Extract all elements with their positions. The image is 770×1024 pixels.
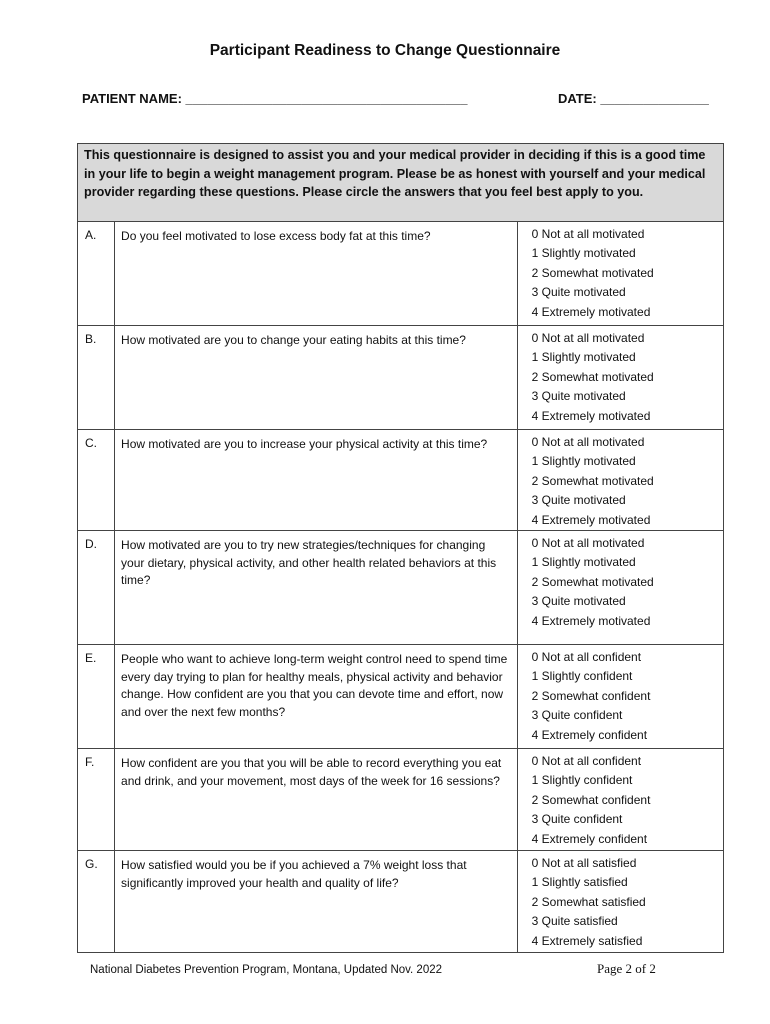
answer-option-1[interactable]: 1 Slightly motivated bbox=[531, 454, 636, 469]
answer-option-2[interactable]: 2 Somewhat confident bbox=[531, 688, 651, 703]
answer-option-4[interactable]: 4 Extremely motivated bbox=[531, 613, 651, 628]
question-text: How motivated are you to increase your physical activity at this time? bbox=[115, 430, 518, 531]
answer-option-4[interactable]: 4 Extremely confident bbox=[531, 831, 648, 846]
question-letter: E. bbox=[78, 645, 115, 749]
answer-option-2[interactable]: 2 Somewhat satisfied bbox=[531, 894, 646, 909]
patient-info-row bbox=[82, 91, 722, 106]
answer-option-2[interactable]: 2 Somewhat motivated bbox=[531, 369, 654, 384]
question-letter: D. bbox=[78, 531, 115, 645]
question-row-g bbox=[78, 851, 724, 953]
questionnaire-table bbox=[77, 143, 724, 953]
question-text: People who want to achieve long-term weight control need to spend time every day trying to plan for healthy meals, physical activity and behavior change. How confident are you that you can devote time and effort, now and over the next few months? bbox=[115, 645, 518, 749]
question-text: How confident are you that you will be able to record everything you eat and drink, and your movement, most days of the week for 16 sessions? bbox=[115, 749, 518, 851]
answer-options bbox=[517, 645, 723, 749]
question-letter: A. bbox=[78, 222, 115, 326]
answer-options bbox=[517, 531, 723, 645]
question-row-e bbox=[78, 645, 724, 749]
intro-row bbox=[78, 144, 724, 222]
answer-options bbox=[517, 222, 723, 326]
question-text: How motivated are you to change your eating habits at this time? bbox=[115, 326, 518, 430]
answer-option-0[interactable]: 0 Not at all motivated bbox=[531, 331, 645, 345]
answer-options bbox=[517, 851, 723, 953]
question-row-d bbox=[78, 531, 724, 645]
answer-option-4[interactable]: 4 Extremely satisfied bbox=[531, 933, 643, 948]
answer-option-0[interactable]: 0 Not at all confident bbox=[531, 754, 642, 769]
answer-option-3[interactable]: 3 Quite confident bbox=[531, 812, 623, 827]
answer-option-2[interactable]: 2 Somewhat confident bbox=[531, 792, 651, 807]
answer-option-4[interactable]: 4 Extremely motivated bbox=[531, 408, 651, 423]
answer-option-4[interactable]: 4 Extremely motivated bbox=[531, 304, 651, 319]
question-row-a bbox=[78, 222, 724, 326]
question-text: How satisfied would you be if you achieved a 7% weight loss that significantly improved your health and quality of life? bbox=[115, 851, 518, 953]
question-row-f bbox=[78, 749, 724, 851]
page-number: Page 2 of 2 bbox=[597, 961, 656, 976]
question-letter: C. bbox=[78, 430, 115, 531]
answer-options bbox=[517, 326, 723, 430]
answer-option-3[interactable]: 3 Quite motivated bbox=[531, 389, 626, 404]
answer-option-3[interactable]: 3 Quite confident bbox=[531, 708, 623, 723]
answer-option-4[interactable]: 4 Extremely motivated bbox=[531, 512, 651, 527]
answer-option-0[interactable]: 0 Not at all motivated bbox=[531, 227, 645, 241]
date-field[interactable]: DATE: _______________ bbox=[558, 91, 709, 106]
intro-text: This questionnaire is designed to assist you and your medical provider in deciding if this is a good time in your life to begin a weight management program. Please be as honest with yourself and your medical provider regarding these questions. Please circle the answers that you feel best apply to you. bbox=[78, 144, 724, 222]
answer-option-2[interactable]: 2 Somewhat motivated bbox=[531, 265, 654, 280]
question-text: Do you feel motivated to lose excess body fat at this time? bbox=[115, 222, 518, 326]
answer-option-2[interactable]: 2 Somewhat motivated bbox=[531, 574, 654, 589]
answer-option-1[interactable]: 1 Slightly motivated bbox=[531, 246, 636, 261]
answer-options bbox=[517, 749, 723, 851]
answer-option-1[interactable]: 1 Slightly motivated bbox=[531, 350, 636, 365]
answer-option-0[interactable]: 0 Not at all motivated bbox=[531, 536, 645, 551]
answer-options bbox=[517, 430, 723, 531]
question-row-c bbox=[78, 430, 724, 531]
question-letter: G. bbox=[78, 851, 115, 953]
footer-program-note: National Diabetes Prevention Program, Montana, Updated Nov. 2022 bbox=[90, 964, 443, 976]
patient-name-field[interactable]: PATIENT NAME: _______________________________________ bbox=[82, 91, 468, 106]
answer-option-1[interactable]: 1 Slightly confident bbox=[531, 773, 633, 788]
page-title: Participant Readiness to Change Questionnaire bbox=[209, 42, 561, 59]
answer-option-0[interactable]: 0 Not at all motivated bbox=[531, 435, 645, 449]
answer-option-0[interactable]: 0 Not at all satisfied bbox=[531, 856, 637, 871]
answer-option-3[interactable]: 3 Quite satisfied bbox=[531, 914, 618, 929]
answer-option-1[interactable]: 1 Slightly satisfied bbox=[531, 875, 628, 890]
answer-option-3[interactable]: 3 Quite motivated bbox=[531, 594, 626, 609]
answer-option-2[interactable]: 2 Somewhat motivated bbox=[531, 473, 654, 488]
question-letter: B. bbox=[78, 326, 115, 430]
question-row-b bbox=[78, 326, 724, 430]
answer-option-0[interactable]: 0 Not at all confident bbox=[531, 650, 642, 665]
question-text: How motivated are you to try new strategies/techniques for changing your dietary, physical activity, and other health related behaviors at this time? bbox=[115, 531, 518, 645]
answer-option-3[interactable]: 3 Quite motivated bbox=[531, 285, 626, 300]
question-letter: F. bbox=[78, 749, 115, 851]
answer-option-3[interactable]: 3 Quite motivated bbox=[531, 493, 626, 508]
answer-option-1[interactable]: 1 Slightly motivated bbox=[531, 555, 636, 570]
answer-option-4[interactable]: 4 Extremely confident bbox=[531, 727, 648, 742]
answer-option-1[interactable]: 1 Slightly confident bbox=[531, 669, 633, 684]
